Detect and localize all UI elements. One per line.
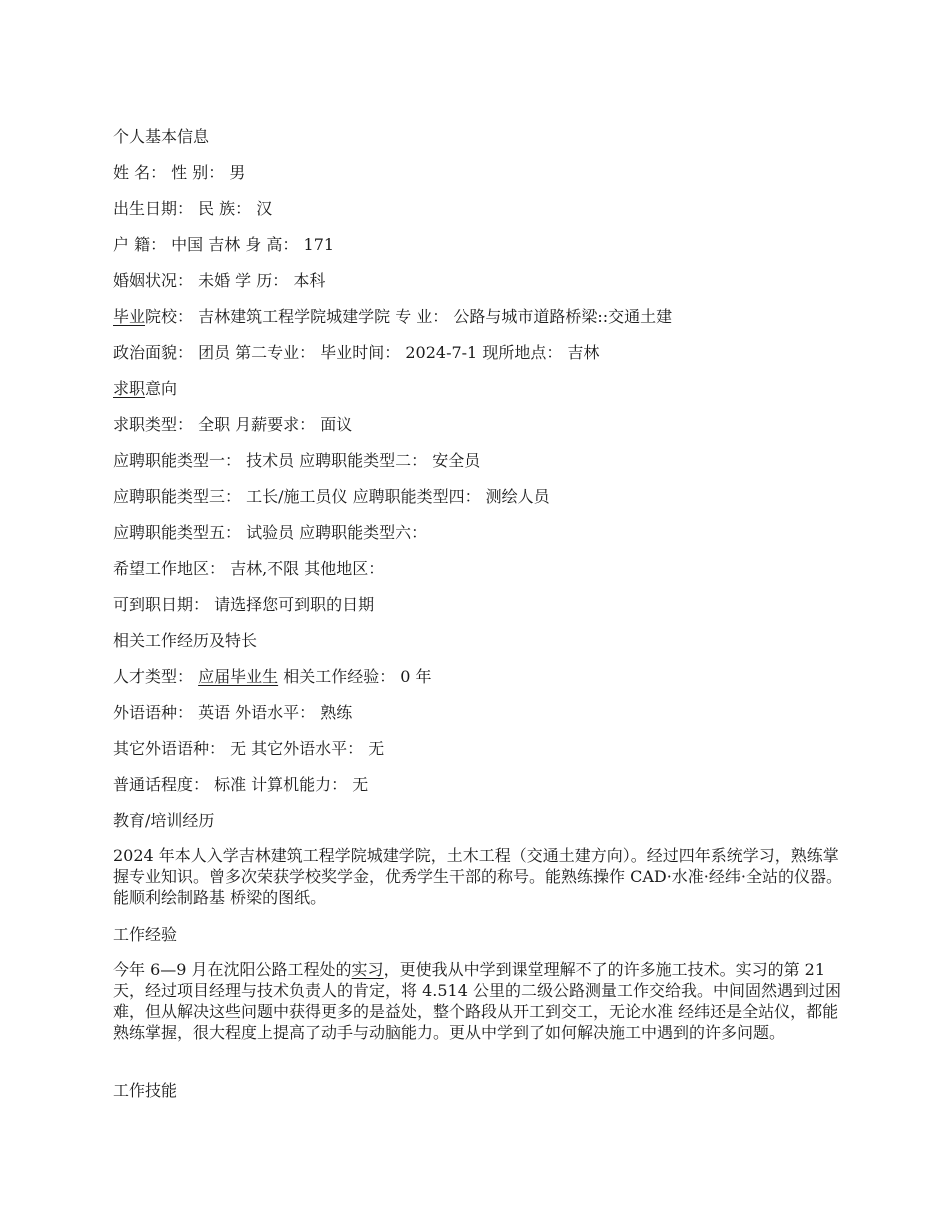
talent-type-line [113, 667, 432, 687]
birth-ethnicity-line: 出生日期： 民 族： 汉 [113, 199, 273, 218]
experience-years-text: 相关工作经验： 0 年 [278, 667, 432, 686]
section-heading-work: 工作经验 [113, 925, 178, 944]
function-type-1-2-line: 应聘职能类型一： 技术员 应聘职能类型二： 安全员 [113, 451, 481, 470]
talent-type-label: 人才类型： [113, 667, 199, 686]
section-heading-education: 教育/培训经历 [113, 811, 215, 830]
mandarin-computer-line: 普通话程度： 标准 计算机能力： 无 [113, 775, 369, 794]
section-heading-personal: 个人基本信息 [113, 127, 210, 146]
work-region-line: 希望工作地区： 吉林,不限 其他地区： [113, 559, 385, 578]
intent-heading-text: 意向 [145, 379, 178, 398]
job-type-line: 求职类型： 全职 月薪要求： 面议 [113, 415, 353, 434]
school-major-text: 院校： 吉林建筑工程学院城建学院 专 业： 公路与城市道路桥梁::交通土建 [145, 307, 673, 326]
work-paragraph [113, 959, 843, 1043]
hukou-height-line: 户 籍： 中国 吉林 身 高： 171 [113, 235, 335, 254]
education-paragraph: 2024 年本人入学吉林建筑工程学院城建学院，土木工程（交通土建方向）。经过四年系统学习，熟练掌握专业知识。曾多次荣获学校奖学金，优秀学生干部的称号。能熟练操作 CAD·水准·经纬·全站的仪器。能顺利绘制路基 桥梁的图纸。 [113, 846, 842, 907]
fresh-graduate-link[interactable]: 应届毕业生 [198, 667, 279, 686]
marital-degree-line: 婚姻状况： 未婚 学 历： 本科 [113, 271, 326, 290]
other-language-line: 其它外语语种： 无 其它外语水平： 无 [113, 739, 385, 758]
work-text-rest: ，更使我从中学到课堂理解不了的许多施工技术。实习的第 21 天，经过项目经理与技术负责人的肯定，将 4.514 公里的二级公路测量工作交给我。中间固然遇到过困难，但从解决这些问题中获得更多的是益处，整个路段从开工到交工，无论水准 经纬还是全站仪，都能熟练掌握，很大程度上提高了动手与动脑能力。更从中学到了如何解决施工中遇到的许多问题。 [113, 960, 841, 1042]
school-major-line [113, 307, 672, 327]
start-date-line: 可到职日期： 请选择您可到职的日期 [113, 595, 375, 614]
internship-link[interactable]: 实习 [351, 960, 384, 979]
function-type-3-4-line: 应聘职能类型三： 工长/施工员仪 应聘职能类型四： 测绘人员 [113, 487, 550, 506]
section-heading-intent [113, 379, 177, 399]
name-gender-line: 姓 名： 性 别： 男 [113, 163, 246, 182]
political-status-line: 政治面貌： 团员 第二专业： 毕业时间： 2024-7-1 现所地点： 吉林 [113, 343, 600, 362]
function-type-5-6-line: 应聘职能类型五： 试验员 应聘职能类型六： [113, 523, 428, 542]
section-heading-experience: 相关工作经历及特长 [113, 631, 258, 650]
work-text-start: 今年 6—9 月在沈阳公路工程处的 [113, 960, 352, 979]
language-line: 外语语种： 英语 外语水平： 熟练 [113, 703, 353, 722]
graduation-link[interactable]: 毕业 [113, 307, 146, 326]
section-heading-skills: 工作技能 [113, 1081, 178, 1100]
job-seeking-link[interactable]: 求职 [113, 379, 146, 398]
